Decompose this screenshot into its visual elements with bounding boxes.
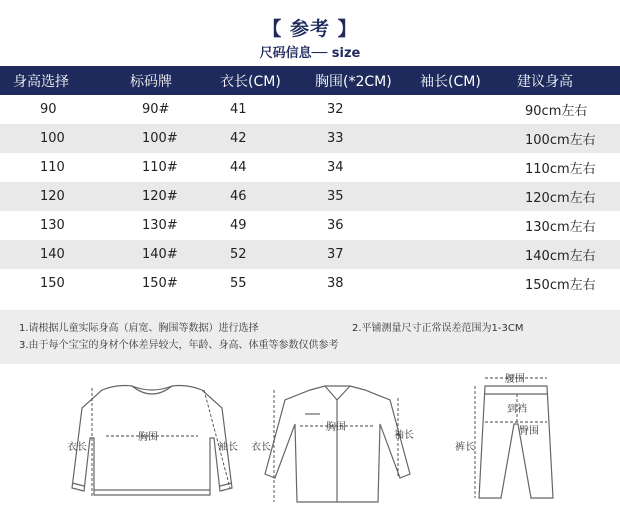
table-cell-height: 140 xyxy=(40,247,65,262)
table-cell-sleeve xyxy=(420,240,515,269)
table-cell-chest: 32 xyxy=(327,102,344,117)
column-header-suggested-height: 建议身高 xyxy=(517,73,573,90)
table-cell-length: 49 xyxy=(230,218,247,233)
sweater-sleeve-label: 袖长 xyxy=(218,442,238,453)
measurement-diagrams xyxy=(0,364,620,519)
sweater-diagram xyxy=(62,378,242,508)
sweater-chest-label: 胸围 xyxy=(138,432,158,443)
table-cell-length: 55 xyxy=(230,276,247,291)
table-cell-length: 41 xyxy=(230,102,247,117)
note-2: 2.平铺测量尺寸正常误差范围为1-3CM xyxy=(352,323,524,334)
page-subtitle: 尺码信息── size xyxy=(259,46,361,61)
table-cell-sleeve xyxy=(420,211,515,240)
table-cell-size-tag: 140# xyxy=(142,247,178,262)
note-3: 3.由于每个宝宝的身材个体差异较大，年龄、身高、体重等参数仅供参考 xyxy=(19,340,339,351)
table-cell-size-tag: 120# xyxy=(142,189,178,204)
table-cell-sleeve xyxy=(420,153,515,182)
note-1: 1.请根据儿童实际身高（肩宽、胸围等数据）进行选择 xyxy=(19,323,259,334)
table-cell-size-tag: 110# xyxy=(142,160,178,175)
table-cell-sleeve xyxy=(420,124,515,153)
table-cell-suggested-height: 90cm左右 xyxy=(525,104,588,119)
table-cell-sleeve xyxy=(420,269,515,298)
table-row xyxy=(0,182,620,211)
table-row xyxy=(0,269,620,298)
table-cell-size-tag: 100# xyxy=(142,131,178,146)
column-header-chest: 胸围(*2CM) xyxy=(315,73,392,90)
notes-panel xyxy=(0,310,620,364)
table-row xyxy=(0,211,620,240)
table-cell-chest: 35 xyxy=(327,189,344,204)
table-cell-suggested-height: 140cm左右 xyxy=(525,249,596,264)
table-cell-height: 120 xyxy=(40,189,65,204)
table-row xyxy=(0,124,620,153)
page-title: 【 参考 】 xyxy=(262,18,358,40)
pants-length-label: 裤长 xyxy=(455,442,475,453)
sweater-length-label: 衣长 xyxy=(67,442,87,453)
table-cell-height: 110 xyxy=(40,160,65,175)
table-cell-size-tag: 130# xyxy=(142,218,178,233)
table-cell-length: 52 xyxy=(230,247,247,262)
table-cell-chest: 33 xyxy=(327,131,344,146)
table-cell-sleeve xyxy=(420,182,515,211)
table-row xyxy=(0,240,620,269)
table-cell-suggested-height: 150cm左右 xyxy=(525,278,596,293)
pants-diagram xyxy=(455,372,565,512)
table-cell-suggested-height: 110cm左右 xyxy=(525,162,596,177)
table-cell-chest: 37 xyxy=(327,247,344,262)
table-cell-length: 44 xyxy=(230,160,247,175)
table-cell-size-tag: 90# xyxy=(142,102,170,117)
size-table xyxy=(0,66,620,298)
pants-hip-label: 臀围 xyxy=(519,426,539,437)
shirt-chest-label: 胸围 xyxy=(326,422,346,433)
table-cell-chest: 38 xyxy=(327,276,344,291)
pants-rise-label: 到裆 xyxy=(507,404,527,415)
table-cell-length: 42 xyxy=(230,131,247,146)
table-header-row xyxy=(0,66,620,95)
table-cell-chest: 34 xyxy=(327,160,344,175)
table-cell-sleeve xyxy=(420,95,515,124)
table-cell-suggested-height: 120cm左右 xyxy=(525,191,596,206)
shirt-collar xyxy=(325,386,350,400)
pants-outline xyxy=(479,386,553,498)
column-header-size-tag: 标码牌 xyxy=(130,73,172,90)
table-row xyxy=(0,153,620,182)
shirt-sleeve-label: 袖长 xyxy=(394,430,414,441)
table-cell-height: 130 xyxy=(40,218,65,233)
table-cell-height: 150 xyxy=(40,276,65,291)
pants-waist-label: 腰围 xyxy=(505,374,525,385)
column-header-length: 衣长(CM) xyxy=(220,73,281,90)
table-cell-chest: 36 xyxy=(327,218,344,233)
shirt-diagram xyxy=(250,384,425,509)
column-header-height: 身高选择 xyxy=(13,73,69,90)
shirt-length-label: 衣长 xyxy=(251,442,271,453)
table-cell-length: 46 xyxy=(230,189,247,204)
table-cell-suggested-height: 100cm左右 xyxy=(525,133,596,148)
table-cell-height: 100 xyxy=(40,131,65,146)
column-header-sleeve: 袖长(CM) xyxy=(420,73,481,90)
table-cell-height: 90 xyxy=(40,102,57,117)
table-cell-size-tag: 150# xyxy=(142,276,178,291)
table-row xyxy=(0,95,620,124)
table-cell-suggested-height: 130cm左右 xyxy=(525,220,596,235)
